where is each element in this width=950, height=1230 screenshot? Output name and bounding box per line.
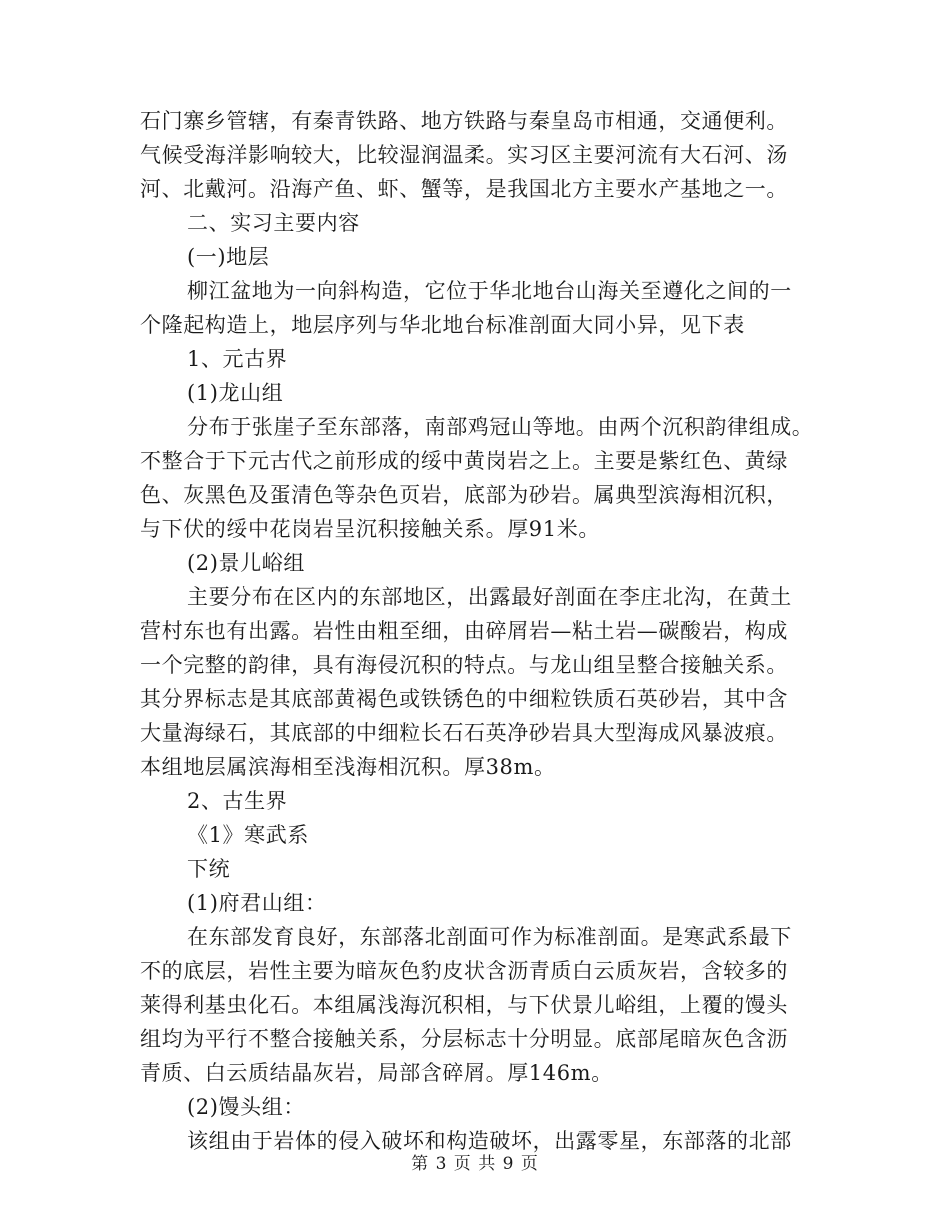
text-line: 柳江盆地为一向斜构造，它位于华北地台山海关至遵化之间的一 (187, 279, 792, 303)
text-line: 青质、白云质结晶灰岩，局部含碎屑。厚146m。 (140, 1061, 613, 1085)
text-line: (1)府君山组： (187, 891, 327, 915)
text-line: 其分界标志是其底部黄褐色或铁锈色的中细粒铁质石英砂岩，其中含 (140, 687, 788, 711)
text-line: 气候受海洋影响较大，比较湿润温柔。实习区主要河流有大石河、汤 (140, 143, 788, 167)
text-line: 分布于张崖子至东部落，南部鸡冠山等地。由两个沉积韵律组成。 (187, 415, 814, 439)
page-footer: 第 3 页 共 9 页 (411, 1154, 539, 1174)
text-line: 色、灰黑色及蛋清色等杂色页岩，底部为砂岩。属典型滨海相沉积， (140, 483, 788, 507)
text-line: 不整合于下元古代之前形成的绥中黄岗岩之上。主要是紫红色、黄绿 (140, 449, 788, 473)
text-line: (1)龙山组 (187, 381, 284, 405)
text-line: 与下伏的绥中花岗岩呈沉积接触关系。厚91米。 (140, 517, 600, 541)
text-line: 石门寨乡管辖，有秦青铁路、地方铁路与秦皇岛市相通，交通便利。 (140, 109, 788, 133)
text-line: 不的底层，岩性主要为暗灰色豹皮状含沥青质白云质灰岩，含较多的 (140, 959, 788, 983)
text-line: 《1》寒武系 (187, 823, 309, 847)
text-line: 大量海绿石，其底部的中细粒长石石英净砂岩具大型海成风暴波痕。 (140, 721, 788, 745)
document-body (140, 104, 820, 1158)
text-line: 一个完整的韵律，具有海侵沉积的特点。与龙山组呈整合接触关系。 (140, 653, 788, 677)
text-line: 个隆起构造上，地层序列与华北地台标准剖面大同小异，见下表 (140, 313, 745, 337)
text-line: 营村东也有出露。岩性由粗至细，由碎屑岩—粘土岩—碳酸岩，构成 (140, 619, 788, 643)
text-line: (一)地层 (187, 245, 270, 269)
text-line: 河、北戴河。沿海产鱼、虾、蟹等，是我国北方主要水产基地之一。 (140, 177, 788, 201)
text-line: (2)景儿峪组 (187, 551, 305, 575)
text-line: 组均为平行不整合接触关系，分层标志十分明显。底部尾暗灰色含沥 (140, 1027, 788, 1051)
text-line: 1、元古界 (187, 347, 288, 371)
text-line: 本组地层属滨海相至浅海相沉积。厚38m。 (140, 755, 556, 779)
text-line: 莱得利基虫化石。本组属浅海沉积相，与下伏景儿峪组，上覆的馒头 (140, 993, 788, 1017)
text-line: 在东部发育良好，东部落北剖面可作为标准剖面。是寒武系最下 (187, 925, 792, 949)
text-line: 2、古生界 (187, 789, 288, 813)
text-line: 二、实习主要内容 (187, 211, 360, 235)
text-line: 下统 (187, 857, 231, 881)
text-line: (2)馒头组： (187, 1095, 305, 1119)
text-line: 该组由于岩体的侵入破坏和构造破坏，出露零星，东部落的北部 (187, 1129, 792, 1153)
text-line: 主要分布在区内的东部地区，出露最好剖面在李庄北沟，在黄土 (187, 585, 792, 609)
